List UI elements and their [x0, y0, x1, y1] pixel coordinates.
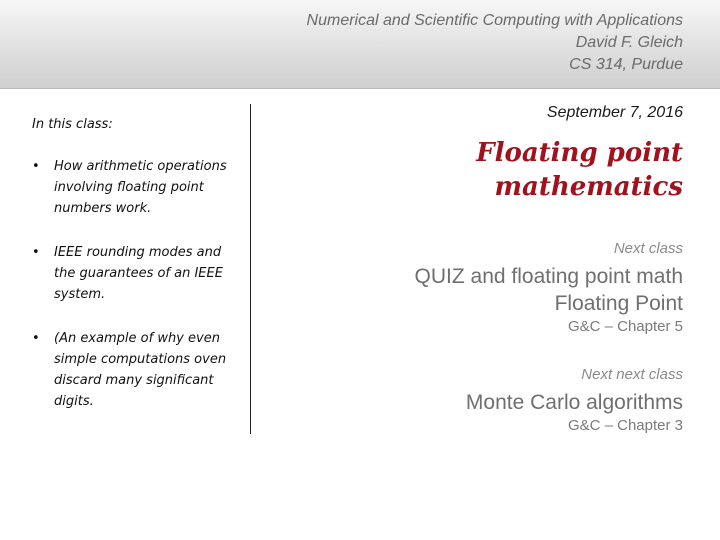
- course-code: CS 314, Purdue: [569, 56, 683, 73]
- overview-bullet-list: [32, 156, 237, 435]
- overview-bullet: • IEEE rounding modes and the guarantees of an IEEE system.: [32, 242, 237, 305]
- next-next-class-label: Next next class: [581, 366, 683, 383]
- header-banner: [0, 0, 720, 89]
- course-name: Numerical and Scientific Computing with Applications: [306, 12, 683, 29]
- instructor-name: David F. Gleich: [575, 34, 683, 51]
- next-class-label: Next class: [613, 240, 683, 257]
- lecture-date: September 7, 2016: [546, 104, 683, 121]
- lecture-title-line: Floating point: [476, 138, 683, 168]
- lecture-info: [323, 104, 683, 435]
- next-class-topic: QUIZ and floating point math: [414, 265, 683, 288]
- overview-bullet: • How arithmetic operations involving floating point numbers work.: [32, 156, 237, 219]
- overview-bullet: • (An example of why even simple computations oven discard many significant digits.: [32, 328, 237, 412]
- class-overview-panel: [18, 104, 251, 434]
- overview-intro: In this class:: [32, 117, 113, 132]
- next-next-class-topic: Monte Carlo algorithms: [465, 391, 683, 414]
- next-class-reading: G&C – Chapter 5: [567, 318, 683, 335]
- next-class-subtopic: Floating Point: [554, 292, 683, 315]
- next-next-class-reading: G&C – Chapter 3: [567, 417, 683, 434]
- lecture-title-line: mathematics: [494, 172, 683, 202]
- lecture-title: [323, 136, 683, 204]
